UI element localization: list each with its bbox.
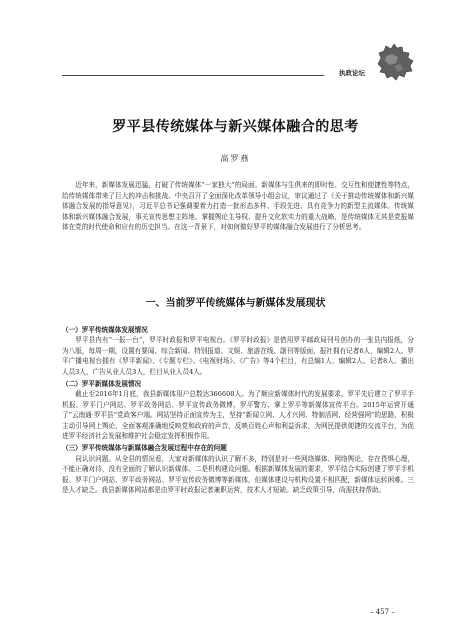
column-tag: 执政论坛 — [339, 69, 365, 77]
subsection-text-1: 罗平县内有“一报一台”，罗平时政报和罗平电视台。《罗平时政报》是借用罗平邮政局刊号创办的一张县内报纸，分为八版，每周一期，设置有要闻、综合新闻、特别报道、文娱、旅游在线、副刊等版面，报社拥有记者6人，编辑2人。罗平广播电视台拥有《罗平新闻》、《专题专栏》、《电视财场》、《广告》等4个栏目，有总编1人、编辑2人、记者8人、播出人员3人，广告从业人员3人，栏目从业人员4人。 — [62, 336, 414, 376]
page-number: – 457 – — [370, 608, 395, 616]
article-abstract — [62, 180, 414, 233]
yunnan-map-icon — [372, 42, 416, 82]
article-title: 罗平县传统媒体与新兴媒体融合的思考 — [112, 119, 359, 135]
subsection-text-3: 同认识问题。从全县的情况看，大家对新媒体的认识了解不多，特别是对一些网络媒体、网络舆论，存在畏惧心理，不能正确对待，没有全面的了解认识新媒体。二是机构建设问题。根据新媒体发展的要求，罗平结合实际创建了罗平手机报、罗平门户网站、罗平政务网站、罗平宣传政务微博等新媒体，但媒体建设与机构设置不相匹配，新媒体运转困难。三是人才缺乏。我县新媒体网站都是由罗平时政报记者兼职运营，技术人才短缺。缺乏政策引导，尚需扶持帮助。 — [62, 454, 414, 495]
subsection-text-2: 截止至2016年1月底，我县新媒体用户总数达366608人。为了顺应新媒体时代的发展要求，罗平先后建立了罗平手机报、罗平门户网站、罗平政务网站、罗平宣传政务微博、罗平警方、掌上罗平等新媒体宣传平台。2015年运营开通了“云南通·罗平县”党政客户端。网站坚持正面宣传为主，坚持“新闻立网、人才兴网、特制活网、经营强网”的思路，积极主动引导网上舆论，全面客观准确地反映党和政府的声音，反映百姓心声和利益诉求，为网民提供便捷的交流平台，为促进罗平经济社会发展和维护社会稳定发挥积极作用。 — [62, 390, 414, 441]
subsection-heading-2: （二）罗平新媒体发展情况 — [62, 380, 142, 389]
section-body — [62, 325, 414, 496]
subsection-heading-3: （三）罗平传统媒体与新媒体融合发展过程中存在的问题 — [62, 444, 227, 453]
subsection-heading-1: （一）罗平传统媒体发展情况 — [62, 326, 148, 334]
section-heading: 一、当前罗平传统媒体与新媒体发展现状 — [145, 298, 326, 309]
article-author: 高罗燕 — [220, 154, 251, 163]
header-rule — [62, 75, 324, 76]
abstract-paragraph: 近年来，新媒体发展迅猛，打破了传统媒体“一家独大”的局面。新媒体与生俱来的即时性、交互性和便捷性等特点，给传统媒体带来了巨大的冲击和挑战。中央召开了全面深化改革领导小组会议，审议通过了《关于推动传统媒体和新兴媒体融合发展的指导意见》，习近平总书记强调要着力打造一批形态多样、手段先进、具有竞争力的新型主流媒体。传统媒体和新兴媒体融合发展，事关宣传思想主阵地、掌握舆论主导权、提升文化软实力的重大战略，是传统媒体无其是党报媒体在党的时代使命和应有的历史担当。在这一背景下，对如何做好罗平的媒体融合发展进行了分析思考。 — [62, 181, 414, 232]
